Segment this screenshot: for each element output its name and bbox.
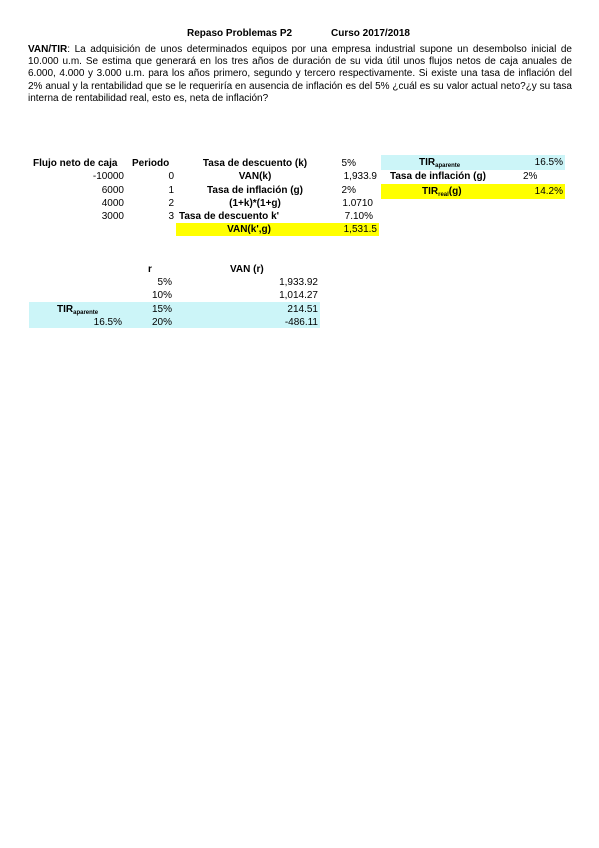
- flujo-cell: -10000: [92, 171, 124, 182]
- col-header-flujo: Flujo neto de caja: [33, 158, 118, 169]
- van-r-cell: 1,014.27: [279, 290, 318, 301]
- flujo-cell: 6000: [101, 185, 124, 196]
- tir-real-label: $TIR_{real}(g)$: [422, 186, 462, 198]
- document-title: Repaso Problemas P2: [187, 28, 293, 39]
- van-kg-label: VAN(k',g): [227, 224, 271, 235]
- col-header-periodo: Periodo: [132, 158, 170, 169]
- discount-rate-label: Tasa de descuento (k): [202, 158, 308, 169]
- inflation-rate-label: Tasa de inflación (g): [207, 185, 303, 196]
- problem-statement: [28, 44, 572, 105]
- flujo-cell: 3000: [101, 211, 124, 222]
- col-header-r: r: [148, 264, 152, 275]
- van-k-value: 1,933.9: [343, 171, 377, 182]
- problem-text: : La adquisición de unos determinados equipos por una empresa industrial supone un desembolso inicial de 10.000 u.m. Se estima que generará en los tres años de duración de su vida útil unos flujos netos de caja anuales de 6.000, 4.000 y 3.000 u.m. para los años primero, segundo y tercero respectivamente. Si existe una tasa de inflación del 2% anual y la rentabilidad que se le requeriría en ausencia de inflación es del 5% ¿cuál es su valor actual neto?¿y su tasa interna de rentabilidad real, esto es, neta de inflación?: [28, 44, 572, 104]
- discount-rate-value: 5%: [341, 158, 356, 169]
- r-cell: 5%: [157, 277, 172, 288]
- van-r-cell: 1,933.92: [279, 277, 318, 288]
- flujo-cell: 4000: [101, 198, 124, 209]
- tir-apparent-table-label: $TIR_{aparente}$: [57, 304, 99, 316]
- periodo-cell: 0: [168, 171, 174, 182]
- tir-real-value: 14.2%: [534, 186, 563, 197]
- col-header-van-r: VAN (r): [230, 264, 264, 275]
- van-kg-value: 1,531.5: [343, 224, 377, 235]
- course-label: Curso 2017/2018: [331, 28, 410, 39]
- r-cell: 15%: [151, 304, 172, 315]
- periodo-cell: 1: [168, 185, 174, 196]
- tir-apparent-label: $TIR_{aparente}$: [419, 157, 461, 169]
- right-inflation-value: 2%: [523, 171, 538, 182]
- van-k-label: VAN(k): [238, 171, 272, 182]
- van-r-cell: 214.51: [287, 304, 318, 315]
- periodo-cell: 3: [168, 211, 174, 222]
- adjusted-rate-label: Tasa de descuento k': [179, 211, 280, 222]
- r-cell: 20%: [151, 317, 172, 328]
- van-r-cell: -486.11: [284, 317, 318, 328]
- right-inflation-label: Tasa de inflación (g): [390, 171, 486, 182]
- inflation-rate-value: 2%: [341, 185, 356, 196]
- tir-apparent-table-value: 16.5%: [93, 317, 122, 328]
- periodo-cell: 2: [168, 198, 174, 209]
- problem-label: VAN/TIR: [28, 44, 68, 55]
- tir-apparent-value: 16.5%: [534, 157, 563, 168]
- factor-label: (1+k)*(1+g): [229, 198, 281, 209]
- factor-value: 1.0710: [342, 198, 373, 209]
- r-cell: 10%: [151, 290, 172, 301]
- adjusted-rate-value: 7.10%: [344, 211, 373, 222]
